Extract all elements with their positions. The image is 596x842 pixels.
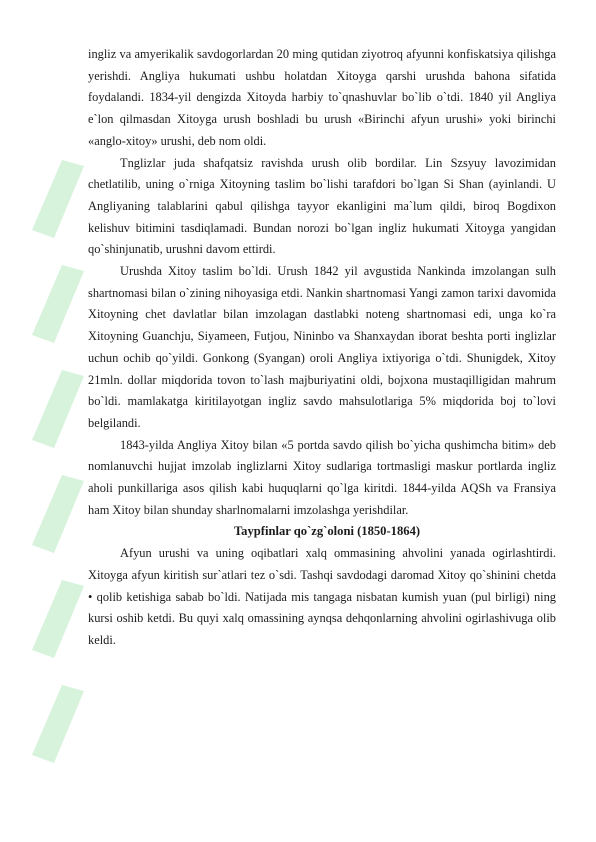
watermark-mark xyxy=(32,475,84,553)
watermark-mark xyxy=(32,685,84,763)
paragraph-1: ingliz va amyerikalik savdogorlardan 20 ming qutidan ziyotroq afyunni konfiskatsiya qilishga yerishdi. Angliya hukumati ushbu holatdan Xitoyga qarshi urushda bahona sifatida foydalandi. 1834-yil dengizda Xitoyda harbiy to`qnashuvlar bo`lib o`tdi. 1840 yil Angliya e`lon qilmasdan Xitoyga urush boshladi bu urush «Birinchi afyun urushi» yoki birinchi «anglo-xitoy» urushi, deb nom oldi. xyxy=(88,47,556,148)
section-heading: Taypfinlar qo`zg`oloni (1850-1864) xyxy=(233,524,421,539)
watermark-mark xyxy=(32,160,84,238)
watermark-mark xyxy=(32,580,84,658)
paragraph-2: Tnglizlar juda shafqatsiz ravishda urush olib bordilar. Lin Szsyuy lavozimidan chetlatilib, uning o`rniga Xitoyning taslim bo`lishi tarafdori bo`lgan Si Shan (ayinlandi. U Angliyaning talablarini qabul qilishga tayyor ekanligini ma`lum qildi, biroq Bogdixon kelishuv bitimini tasdiqlamadi. Bundan norozi bo`lgan ingliz hukumati Xitoyga yangidan qo`shinjunatib, urushni davom ettirdi. xyxy=(88,155,556,257)
paragraph-5: Afyun urushi va uning oqibatlari xalq ommasining ahvolini yanada ogirlashtirdi. Xitoyga afyun kiritish sur`atlari tez o`sdi. Tashqi savdodagi daromad Xitoy qo`shinini chetda • qolib ketishiga sabab bo`ldi. Natijada mis tangaga nisbatan kumish yuan (pul birligi) ning kursi oshib ketdi. Bu quyi xalq omassining aynqsa dehqonlarning ahvolini ogirlashivuga olib keldi. xyxy=(88,546,556,647)
watermark-mark xyxy=(32,265,84,343)
paragraph-3: Urushda Xitoy taslim bo`ldi. Urush 1842 yil avgustida Nankinda imzolangan sulh shartnomasi bilan o`zining nihoyasiga etdi. Nankin shartnomasi Yangi zamon tarixi davomida Xitoyning chet davlatlar bilan imzolagan dastlabki noteng shartnomasi edi, unga ko`ra Xitoyning Guanchju, Siyameen, Futjou, Nininbo va Shanxaydan iborat beshta porti inglizlar uchun ochib qo`yildi. Gonkong (Syangan) oroli Angliya ixtiyoriga o`tdi. Shunigdek, Xitoy 21mln. dollar miqdorida tovon to`lash majburiyatini oldi, bojxona mustaqilligidan mahrum bo`ldi. mamlakatga kiritilayotgan ingliz savdo mahsulotlariga 5% miqdorida boj to`lovi belgilandi. xyxy=(88,264,556,430)
paragraph-4: 1843-yilda Angliya Xitoy bilan «5 portda savdo qilish bo`yicha qushimcha bitim» deb nomlanuvchi hujjat imzolab inglizlarni Xitoy sudlariga tortmasligi maskur portlarda ingliz aholi punkillariga asos qilish kabi huquqlarni qo`lga kiritdi. 1844-yilda AQSh va Fransiya ham Xitoy bilan shunday sharlnomalarni imzolashga yerishdilar. xyxy=(88,437,556,517)
document-page xyxy=(88,44,556,652)
watermark-mark xyxy=(32,370,84,448)
